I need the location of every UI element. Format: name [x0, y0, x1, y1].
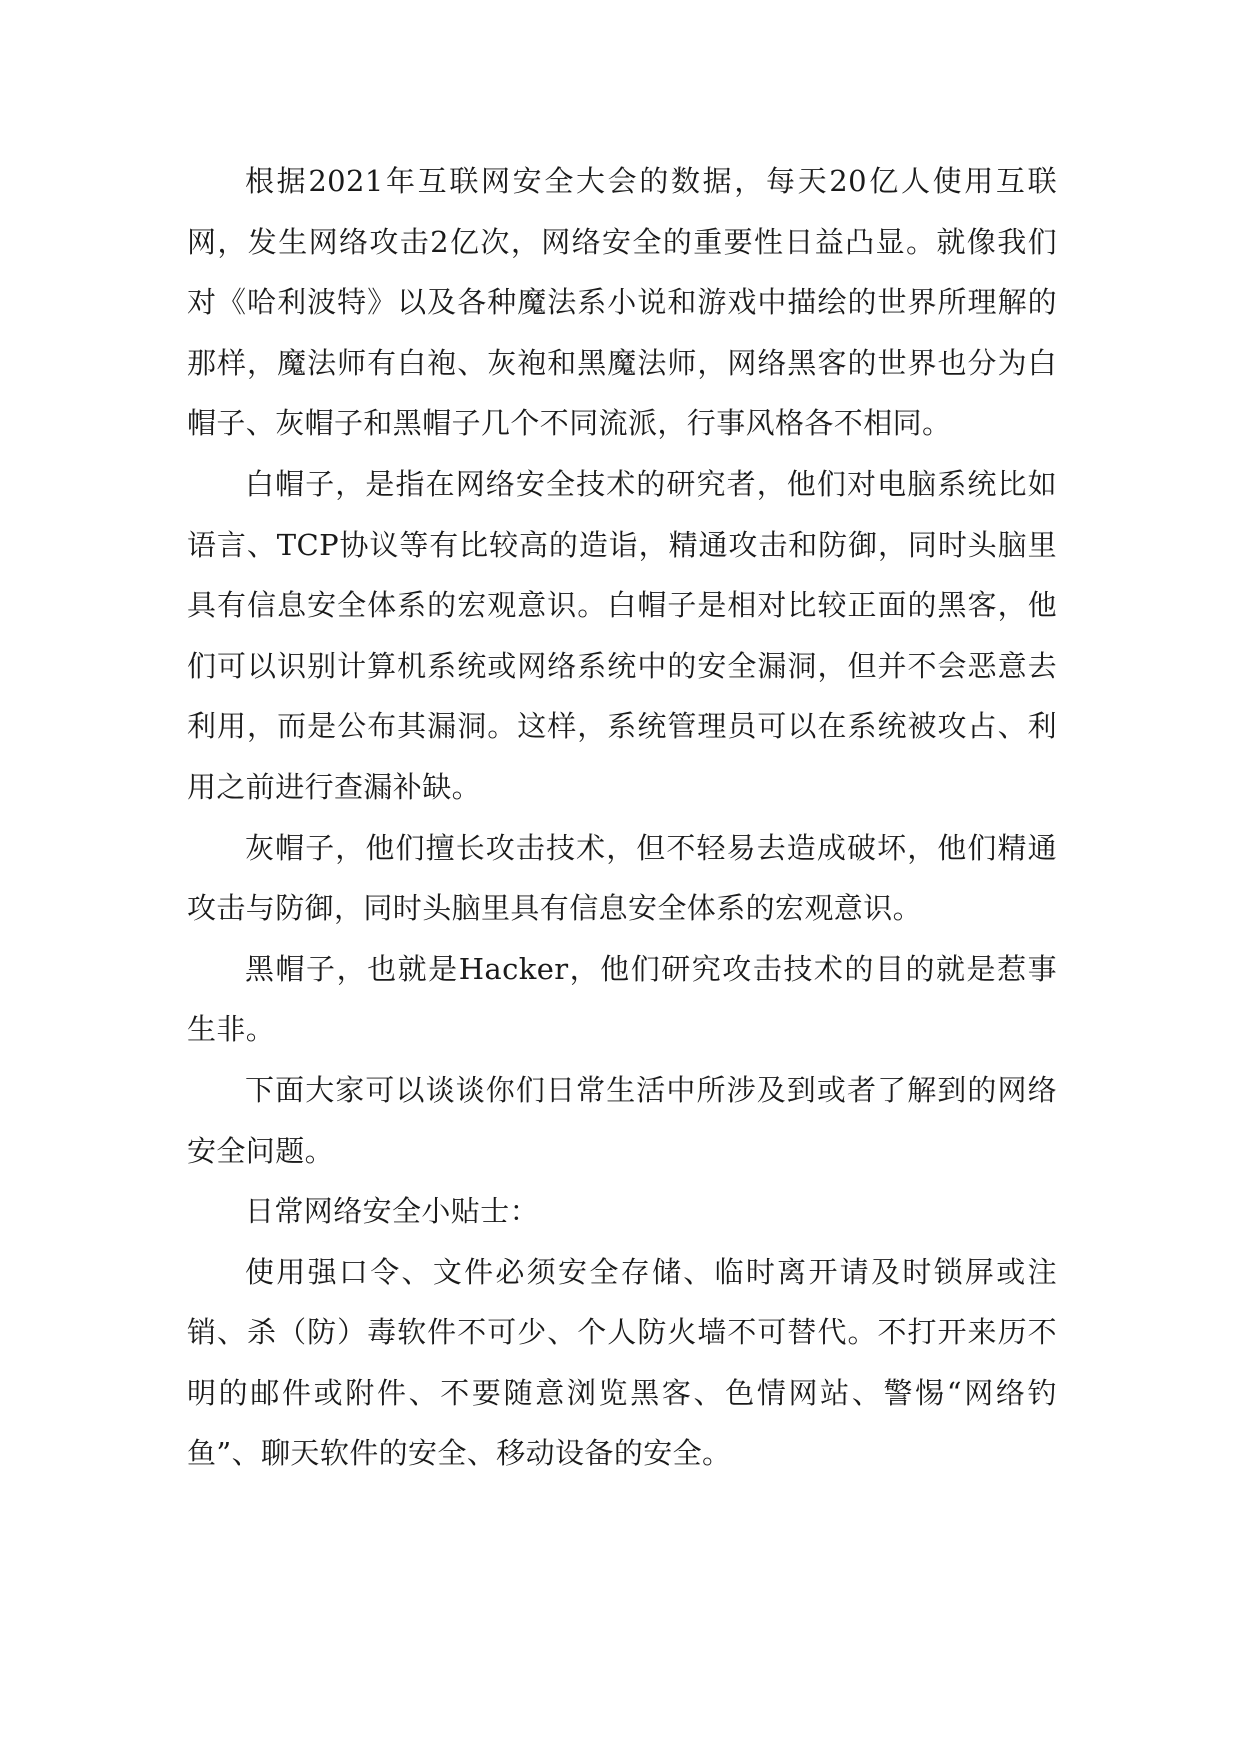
paragraph-white-hat: 白帽子，是指在网络安全技术的研究者，他们对电脑系统比如语言、TCP协议等有比较高的造诣，精通攻击和防御，同时头脑里具有信息安全体系的宏观意识。白帽子是相对比较正面的黑客，他们可以识别计算机系统或网络系统中的安全漏洞，但并不会恶意去利用，而是公布其漏洞。这样，系统管理员可以在系统被攻占、利用之前进行查漏补缺。 [187, 466, 1057, 804]
paragraph-discussion-prompt: 下面大家可以谈谈你们日常生活中所涉及到或者了解到的网络安全问题。 [187, 1072, 1057, 1168]
paragraph-internet-security-stats: 根据2021年互联网安全大会的数据，每天20亿人使用互联网，发生网络攻击2亿次，网络安全的重要性日益凸显。就像我们对《哈利波特》以及各种魔法系小说和游戏中描绘的世界所理解的那样，魔法师有白袍、灰袍和黑魔法师，网络黑客的世界也分为白帽子、灰帽子和黑帽子几个不同流派，行事风格各不相同。 [187, 164, 1057, 441]
document-body [187, 151, 1057, 1484]
paragraph-gray-hat: 灰帽子，他们擅长攻击技术，但不轻易去造成破坏，他们精通攻击与防御，同时头脑里具有信息安全体系的宏观意识。 [187, 830, 1057, 926]
paragraph-tips-heading: 日常网络安全小贴士： [245, 1194, 540, 1229]
paragraph-black-hat: 黑帽子，也就是Hacker，他们研究攻击技术的目的就是惹事生非。 [187, 951, 1057, 1047]
paragraph-tips-content: 使用强口令、文件必须安全存储、临时离开请及时锁屏或注销、杀（防）毒软件不可少、个人防火墙不可替代。不打开来历不明的邮件或附件、不要随意浏览黑客、色情网站、警惕“网络钓鱼”、聊天软件的安全、移动设备的安全。 [187, 1254, 1057, 1471]
